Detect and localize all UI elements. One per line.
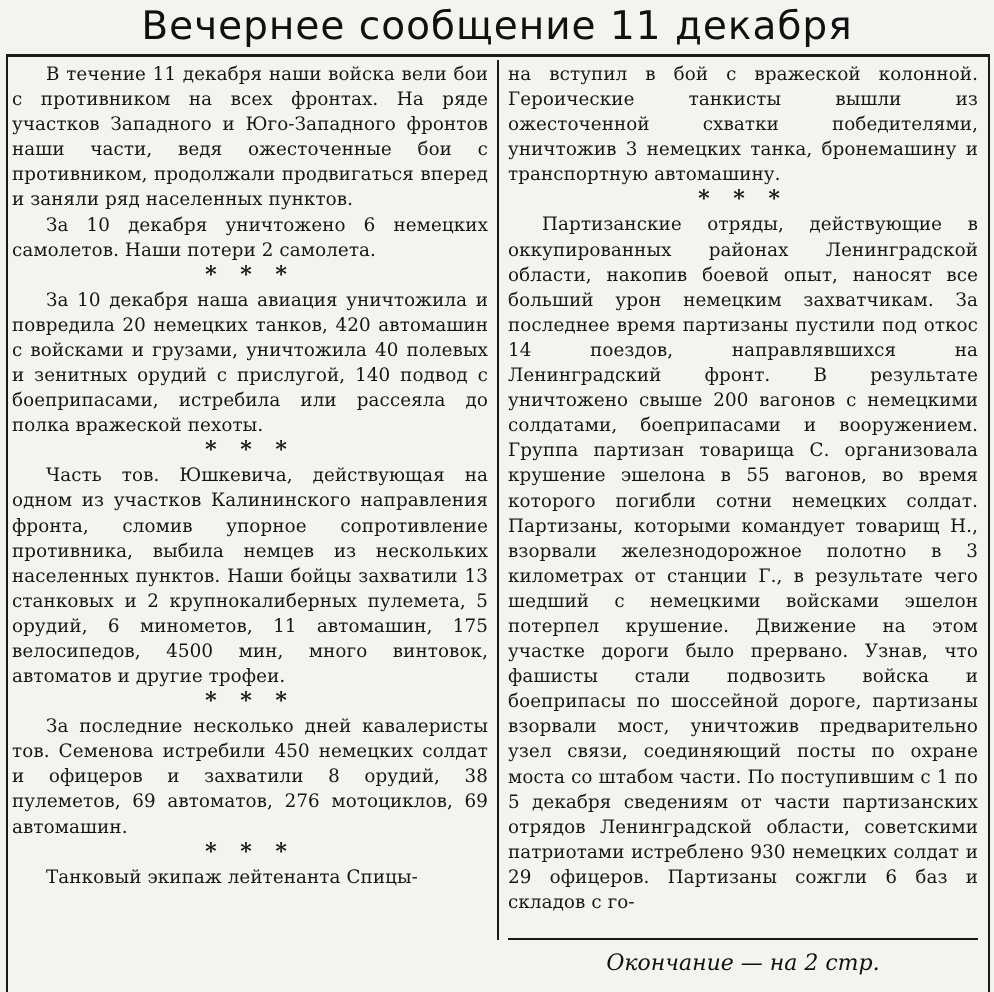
left-border-rule [6,54,8,992]
section-separator: * * * [698,186,788,213]
section-separator: * * * [205,437,295,464]
right-border-rule [988,54,990,992]
continuation-note: Окончание — на 2 стр. [606,951,880,976]
left-column [12,62,488,890]
column-divider [497,60,499,940]
paragraph-fronts: В течение 11 декабря наши войска вели бои с противником на всех фронтах. На ряде участков Западного и Юго-Западного фронтов наши части, ведя ожесточенные бои с противником, продолжали продвигаться вперед и заняли ряд населенных пунктов. [12,64,488,211]
paragraph-aviation: За 10 декабря наша авиация уничтожила и повредила 20 немецких танков, 420 автомашин с войсками и грузами, уничтожила 40 полевых и зенитных орудий с прислугой, 140 подвод с боеприпасами, истребила или рассеяла до полка вражеской пехоты. [12,289,488,437]
paragraph-yushkevich: Часть тов. Юшкевича, действующая на одном из участков Калининского направления фронта, сломив упорное сопротивление противника, выбила немцев из нескольких населенных пунктов. Наши бойцы захватили 13 станковых и 2 крупнокалиберных пулемета, 5 орудий, 6 минометов, 11 автомашин, 175 велосипедов, 4500 мин, много винтовок, автоматов и другие трофеи. [12,465,488,688]
paragraph-cavalry: За последние несколько дней кавалеристы тов. Семенова истребили 450 немецких солдат и офицеров и захватили 8 орудий, 38 пулеметов, 69 автоматов, 276 мотоциклов, 69 автомашин. [12,716,488,838]
paragraph-planes: За 10 декабря уничтожено 6 немецких самолетов. Наши потери 2 самолета. [12,214,488,261]
paragraph-tank-crew-continued: на вступил в бой с вражеской колонной. Героические танкисты вышли из ожесточенной схватки победителями, уничтожив 3 немецких танка, бронемашину и транспортную автомашину. [508,64,978,186]
paragraph-partisans: Партизанские отряды, действующие в оккупированных районах Ленинградской области, накопив боевой опыт, наносят все больший урон немецким захватчикам. За последнее время партизаны пустили под откос 14 поездов, направлявшихся на Ленинградский фронт. В результате уничтожено свыше 200 вагонов с немецкими солдатами, боеприпасами и вооружением. Группа партизан товарища С. организовала крушение эшелона в 55 вагонов, во время которого погибли сотни немецких солдат. Партизаны, которыми командует товарищ Н., взорвали железнодорожное полотно в 3 километрах от станции Г., в результате чего шедший с немецкими войсками эшелон потерпел крушение. Движение на этом участке дороги было прервано. Узнав, что фашисты стали подвозить войска и боеприпасы по шоссейной дороге, партизаны взорвали мост, уничтожив предварительно узел связи, соединяющий посты по охране моста со штабом части. По поступившим с 1 по 5 декабря сведениям от части партизанских отрядов Ленинградской области, советскими патриотами истреблено 930 немецких солдат и 29 офицеров. Партизаны сожгли 6 баз и складов с го- [508,214,978,913]
section-separator: * * * [205,838,295,865]
article-title: Вечернее сообщение 11 декабря [141,4,853,49]
paragraph-tank-crew: Танковый экипаж лейтенанта Спицы- [46,866,418,888]
title-rule [6,54,988,57]
continuation-rule [508,938,978,940]
section-separator: * * * [205,261,295,288]
right-column [508,62,978,915]
section-separator: * * * [205,688,295,715]
